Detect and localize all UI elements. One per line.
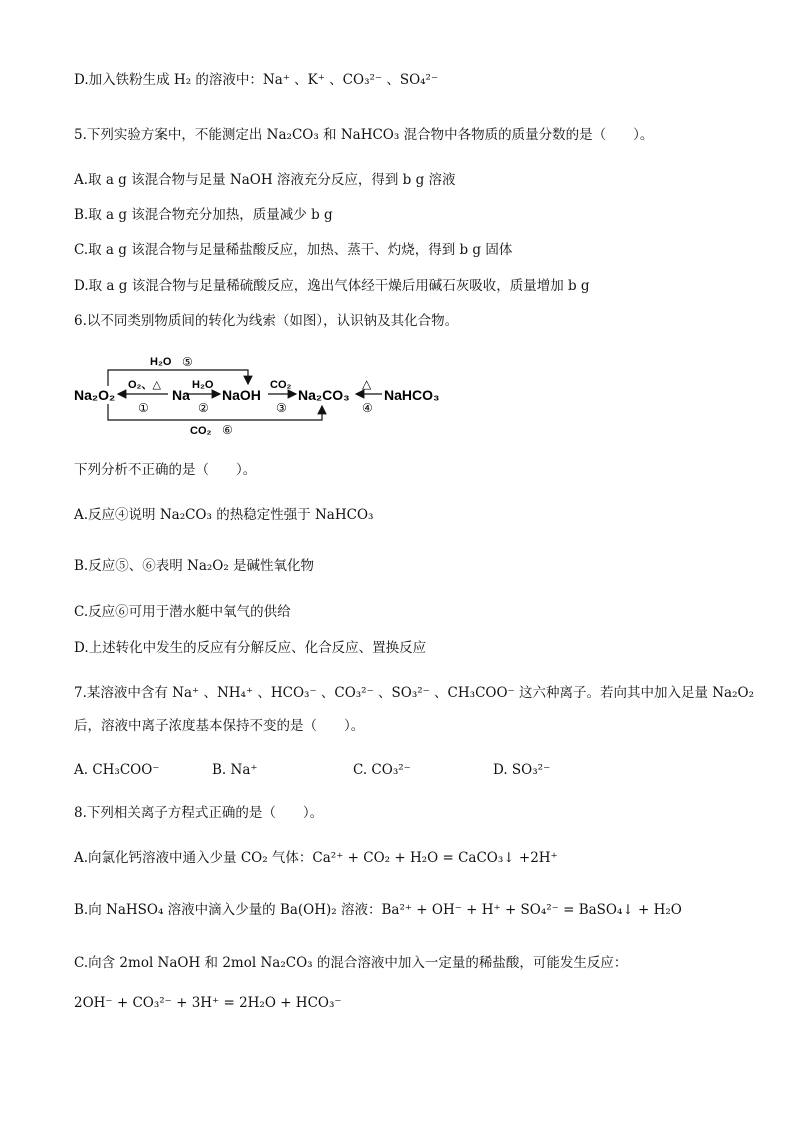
q5-option-a: A.取 a g 该混合物与足量 NaOH 溶液充分反应，得到 b g 溶液	[74, 172, 456, 188]
label-reaction-3-number: ③	[276, 401, 287, 415]
q7-option-b: B. Na⁺	[212, 762, 258, 778]
q8-stem: 8.下列相关离子方程式正确的是（ ）。	[74, 805, 324, 821]
label-reaction-2-number: ②	[198, 401, 209, 415]
diagram-naoh: NaOH	[222, 387, 261, 403]
diagram-na: Na	[172, 387, 190, 403]
label-reaction-3-condition: CO₂	[270, 379, 292, 391]
q7-option-c: C. CO₃²⁻	[353, 762, 411, 778]
label-reaction-6-number: ⑥	[222, 423, 233, 437]
q7-stem-line-2: 后，溶液中离子浓度基本保持不变的是（ ）。	[74, 718, 365, 734]
q8-option-c-equation: 2OH⁻ + CO₃²⁻ + 3H⁺ = 2H₂O + HCO₃⁻	[74, 995, 342, 1011]
label-reaction-4-number: ④	[362, 401, 373, 415]
q6-option-c: C.反应⑥可用于潜水艇中氧气的供给	[74, 604, 291, 620]
label-reaction-1-condition: O₂、△	[128, 379, 161, 391]
q8-option-a: A.向氯化钙溶液中通入少量 CO₂ 气体：Ca²⁺ + CO₂ + H₂O = CaCO₃↓ +2H⁺	[74, 850, 558, 866]
q4-option-d: D.加入铁粉生成 H₂ 的溶液中：Na⁺ 、K⁺ 、CO₃²⁻ 、SO₄²⁻	[74, 72, 439, 88]
label-reaction-6-condition: CO₂	[190, 425, 212, 437]
q7-option-a: A. CH₃COO⁻	[74, 762, 160, 778]
q6-option-a: A.反应④说明 Na₂CO₃ 的热稳定性强于 NaHCO₃	[74, 507, 374, 523]
q5-option-d: D.取 a g 该混合物与足量稀硫酸反应，逸出气体经干燥后用碱石灰吸收，质量增加 b g	[74, 278, 590, 294]
q7-option-d: D. SO₃²⁻	[493, 762, 551, 778]
q5-stem: 5.下列实验方案中，不能测定出 Na₂CO₃ 和 NaHCO₃ 混合物中各物质的质量分数的是（ ）。	[74, 127, 654, 143]
q8-option-c: C.向含 2mol NaOH 和 2mol Na₂CO₃ 的混合溶液中加入一定量的稀盐酸，可能发生反应：	[74, 955, 628, 971]
label-reaction-5-number: ⑤	[182, 355, 193, 369]
q6-stem: 6.以不同类别物质间的转化为线索（如图），认识钠及其化合物。	[74, 313, 459, 329]
sodium-conversion-diagram	[72, 350, 452, 440]
q6-option-d: D.上述转化中发生的反应有分解反应、化合反应、置换反应	[74, 640, 427, 656]
q7-stem-line-1: 7.某溶液中含有 Na⁺ 、NH₄⁺ 、HCO₃⁻ 、CO₃²⁻ 、SO₃²⁻ 、CH₃COO⁻ 这六种离子。若向其中加入足量 Na₂O₂	[74, 685, 754, 701]
label-reaction-1-number: ①	[138, 401, 149, 415]
q6-option-b: B.反应⑤、⑥表明 Na₂O₂ 是碱性氧化物	[74, 558, 315, 574]
diagram-na2co3: Na₂CO₃	[298, 387, 350, 403]
q6-ask: 下列分析不正确的是（ ）。	[74, 462, 257, 478]
label-reaction-5-condition: H₂O	[150, 356, 172, 368]
diagram-na2o2: Na₂O₂	[74, 387, 116, 403]
q5-option-c: C.取 a g 该混合物与足量稀盐酸反应，加热、蒸干、灼烧，得到 b g 固体	[74, 242, 513, 258]
q8-option-b: B.向 NaHSO₄ 溶液中滴入少量的 Ba(OH)₂ 溶液：Ba²⁺ + OH⁻ + H⁺ + SO₄²⁻ = BaSO₄↓ + H₂O	[74, 902, 682, 918]
q5-option-b: B.取 a g 该混合物充分加热，质量减少 b g	[74, 207, 333, 223]
label-reaction-4-condition: △	[362, 377, 372, 391]
diagram-nahco3: NaHCO₃	[384, 387, 440, 403]
label-reaction-2-condition: H₂O	[192, 379, 214, 391]
